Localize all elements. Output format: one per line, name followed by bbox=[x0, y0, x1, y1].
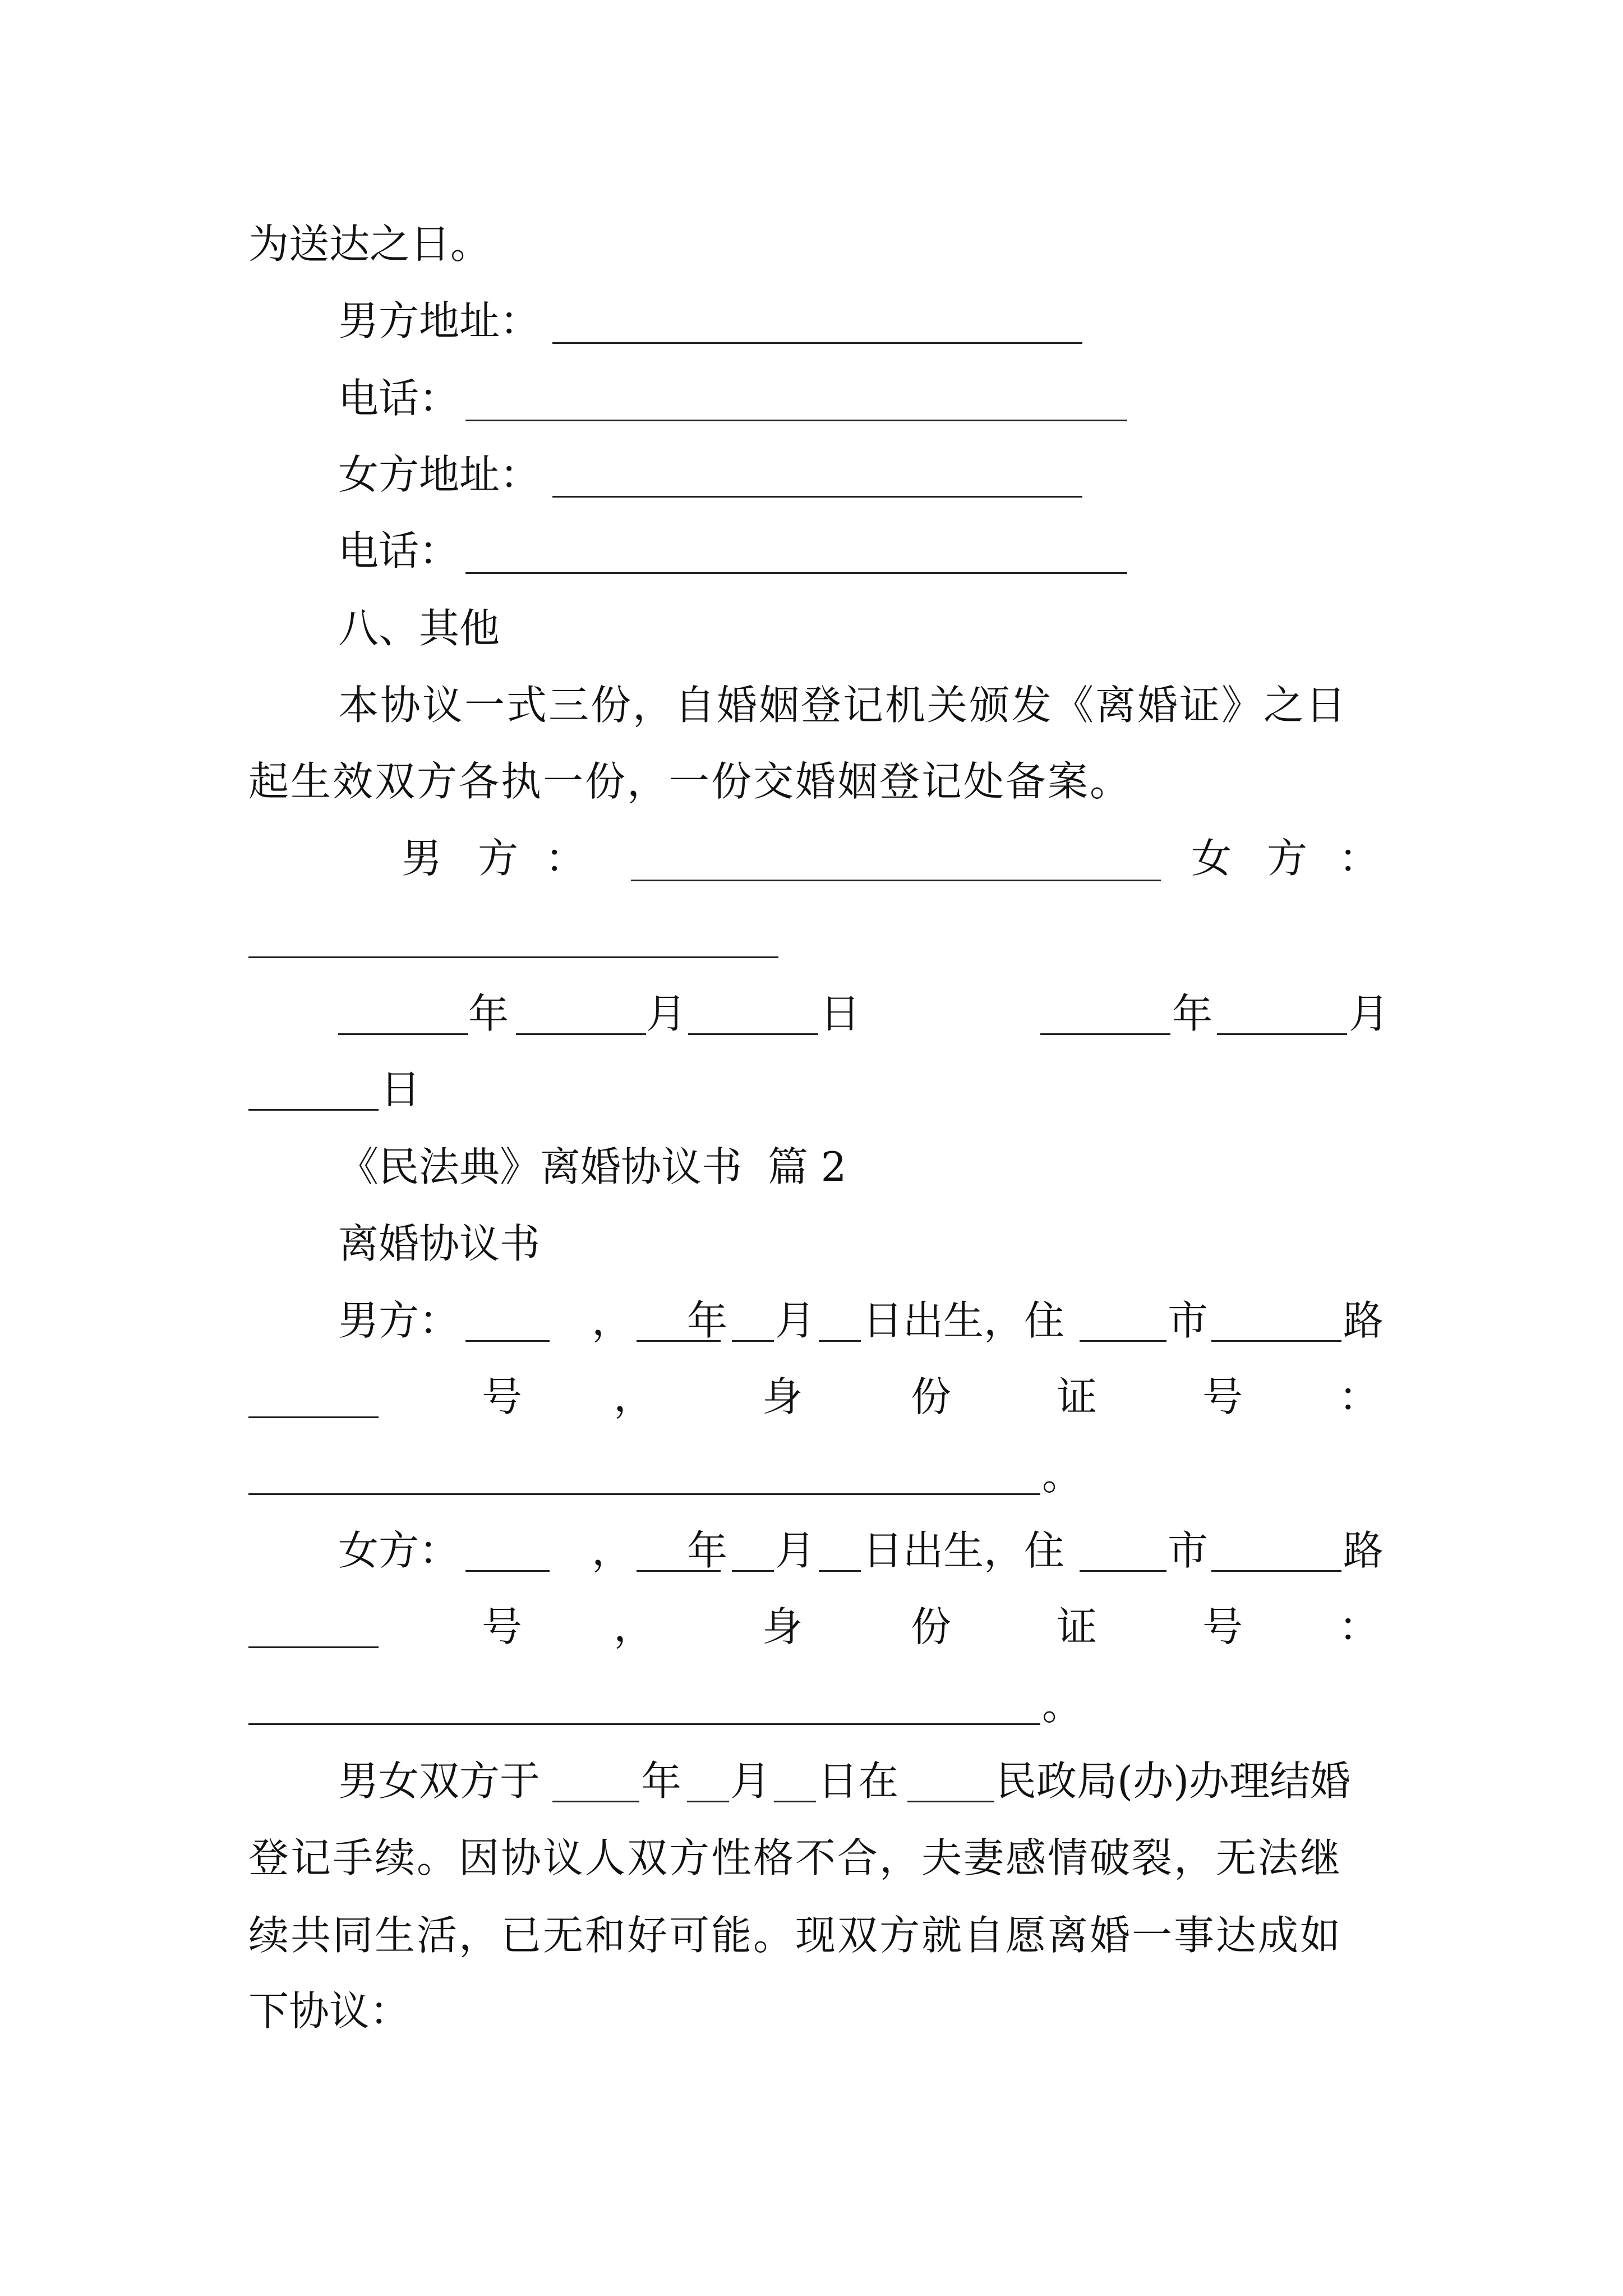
day-blank bbox=[688, 1033, 818, 1035]
text-line bbox=[0, 1977, 1623, 2045]
id-char: 份 bbox=[910, 1603, 951, 1650]
id-char: ， bbox=[613, 1373, 654, 1420]
agreement-title-line bbox=[0, 1210, 1623, 1277]
male-address-label: 男方地址： bbox=[338, 297, 541, 344]
year-blank bbox=[1040, 1033, 1170, 1035]
text-line bbox=[0, 671, 1623, 739]
female-signature-blank bbox=[248, 956, 778, 958]
paragraph-text: 续共同生活，已无和好可能。现双方就自愿离婚一事达成如 bbox=[248, 1912, 1343, 1959]
month-blank bbox=[516, 1033, 646, 1035]
text-line bbox=[0, 1902, 1623, 1969]
male-phone-blank bbox=[465, 420, 1127, 421]
name-blank bbox=[465, 1570, 550, 1572]
female-phone-line bbox=[0, 517, 1623, 585]
birth-month-blank bbox=[732, 1570, 774, 1572]
month-label: 月 bbox=[775, 1297, 816, 1344]
female-address-label: 女方地址： bbox=[338, 451, 541, 498]
registration-line bbox=[0, 1747, 1623, 1815]
part-heading bbox=[0, 1133, 1623, 1200]
signature-line bbox=[0, 825, 1623, 892]
signature-char: 女 bbox=[1191, 835, 1232, 882]
female-id-line bbox=[0, 1593, 1623, 1660]
male-id-blank-line bbox=[0, 1442, 1623, 1509]
id-char: 证 bbox=[1056, 1603, 1097, 1650]
month-label: 月 bbox=[730, 1757, 771, 1805]
comma: ， bbox=[592, 1527, 633, 1574]
agreement-title: 离婚协议书 bbox=[338, 1220, 541, 1267]
paragraph-text: 下协议： bbox=[248, 1987, 411, 2035]
paragraph-text: 起生效双方各执一份，一份交婚姻登记处备案。 bbox=[248, 758, 1132, 805]
male-id-line bbox=[0, 1363, 1623, 1430]
id-char: 证 bbox=[1056, 1373, 1097, 1420]
female-info-line bbox=[0, 1517, 1623, 1584]
female-phone-blank bbox=[465, 572, 1127, 574]
day-blank bbox=[248, 1109, 379, 1111]
id-char: 号 bbox=[1202, 1373, 1243, 1420]
phone-label: 电话： bbox=[338, 375, 460, 422]
female-id-blank-line bbox=[0, 1672, 1623, 1739]
male-address-line bbox=[0, 287, 1623, 355]
id-char: ， bbox=[613, 1603, 654, 1650]
bureau-blank bbox=[907, 1801, 994, 1802]
road-number-blank bbox=[248, 1416, 379, 1418]
section-heading bbox=[0, 595, 1623, 662]
birth-label: 日出生，住 bbox=[863, 1297, 1065, 1344]
comma: ， bbox=[592, 1297, 633, 1344]
reg-year-blank bbox=[552, 1801, 639, 1802]
city-blank bbox=[1080, 1570, 1166, 1572]
phone-label: 电话： bbox=[338, 527, 460, 574]
birth-month-blank bbox=[732, 1340, 774, 1342]
birth-day-blank bbox=[819, 1340, 861, 1342]
paragraph-text: 民政局(办)办理结婚 bbox=[996, 1757, 1351, 1805]
female-info-label: 女方： bbox=[338, 1527, 460, 1574]
month-label: 月 bbox=[646, 990, 687, 1037]
road-blank bbox=[1211, 1340, 1341, 1342]
reg-month-blank bbox=[687, 1801, 729, 1802]
female-address-blank bbox=[552, 496, 1082, 498]
month-blank bbox=[1217, 1033, 1347, 1035]
text-line bbox=[0, 1824, 1623, 1892]
road-label: 路 bbox=[1343, 1297, 1384, 1344]
reg-day-blank bbox=[774, 1801, 816, 1802]
birth-day-blank bbox=[819, 1570, 861, 1572]
id-char: ： bbox=[1338, 1373, 1379, 1420]
name-blank bbox=[465, 1340, 550, 1342]
year-label: 年 bbox=[687, 1527, 728, 1574]
month-label: 月 bbox=[1349, 990, 1390, 1037]
id-char: ： bbox=[1338, 1603, 1379, 1650]
text-line bbox=[0, 748, 1623, 815]
year-label: 年 bbox=[1172, 990, 1213, 1037]
female-address-line bbox=[0, 441, 1623, 508]
city-label: 市 bbox=[1168, 1297, 1209, 1344]
road-blank bbox=[1211, 1570, 1341, 1572]
id-char: 身 bbox=[762, 1603, 803, 1650]
signature-char: 方 bbox=[477, 835, 518, 882]
city-label: 市 bbox=[1168, 1527, 1209, 1574]
paragraph-text: 男女双方于 bbox=[338, 1757, 541, 1805]
year-label: 年 bbox=[641, 1757, 682, 1805]
text-line bbox=[0, 210, 1623, 278]
signature-char: 方 bbox=[1266, 835, 1307, 882]
id-char: 号 bbox=[1202, 1603, 1243, 1650]
male-address-blank bbox=[552, 342, 1082, 344]
paragraph-text: 为送达之日。 bbox=[248, 220, 491, 268]
day-label: 日 bbox=[820, 990, 861, 1037]
birth-label: 日出生，住 bbox=[863, 1527, 1065, 1574]
id-number-blank bbox=[248, 1493, 1040, 1495]
date-line-continued bbox=[0, 1056, 1623, 1123]
male-phone-line bbox=[0, 365, 1623, 432]
period: 。 bbox=[1042, 1452, 1083, 1499]
paragraph-text: 本协议一式三份，自婚姻登记机关颁发《离婚证》之日 bbox=[338, 682, 1348, 729]
period: 。 bbox=[1042, 1682, 1083, 1729]
id-char: 号 bbox=[481, 1373, 522, 1420]
road-label: 路 bbox=[1343, 1527, 1384, 1574]
id-number-blank bbox=[248, 1723, 1040, 1725]
paragraph-text: 登记手续。因协议人双方性格不合，夫妻感情破裂，无法继 bbox=[248, 1834, 1343, 1881]
male-info-line bbox=[0, 1287, 1623, 1354]
year-blank bbox=[338, 1033, 468, 1035]
signature-char: ： bbox=[545, 835, 585, 882]
section-title: 八、其他 bbox=[338, 605, 500, 652]
day-label: 日 bbox=[380, 1066, 421, 1113]
signature-line-continued bbox=[0, 901, 1623, 969]
year-label: 年 bbox=[687, 1297, 728, 1344]
male-info-label: 男方： bbox=[338, 1297, 460, 1344]
road-number-blank bbox=[248, 1646, 379, 1648]
part-title: 《民法典》离婚协议书 篇 2 bbox=[338, 1143, 847, 1190]
month-label: 月 bbox=[775, 1527, 816, 1574]
date-line bbox=[0, 980, 1623, 1047]
city-blank bbox=[1080, 1340, 1166, 1342]
paragraph-text: 日在 bbox=[818, 1757, 899, 1805]
male-signature-blank bbox=[631, 880, 1161, 881]
year-label: 年 bbox=[468, 990, 509, 1037]
id-char: 身 bbox=[762, 1373, 803, 1420]
id-char: 份 bbox=[910, 1373, 951, 1420]
signature-char: ： bbox=[1338, 835, 1379, 882]
signature-char: 男 bbox=[401, 835, 442, 882]
id-char: 号 bbox=[481, 1603, 522, 1650]
